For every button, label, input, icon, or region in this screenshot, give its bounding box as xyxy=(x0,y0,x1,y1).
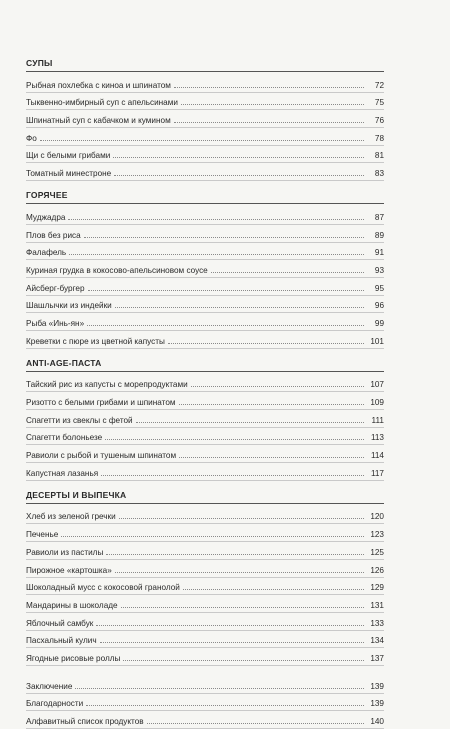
dot-leader xyxy=(115,307,364,308)
toc-entry[interactable] xyxy=(26,613,384,631)
entry-title: Шоколадный мусс с кокосовой гранолой xyxy=(26,583,180,593)
toc-entry[interactable] xyxy=(26,542,384,560)
page-number: 87 xyxy=(374,212,384,222)
dot-leader xyxy=(179,457,364,458)
dot-leader xyxy=(181,104,364,105)
page-number: 125 xyxy=(370,547,384,557)
entry-title: Спагетти болоньезе xyxy=(26,433,103,443)
toc-entry[interactable] xyxy=(26,128,384,146)
entry-title: Куриная грудка в кокосово-апельсиновом соусе xyxy=(26,265,208,275)
toc-entry[interactable] xyxy=(26,243,384,261)
page-number: 81 xyxy=(374,151,384,161)
page-number: 99 xyxy=(374,318,384,328)
toc-section xyxy=(26,55,384,181)
entry-title: Ягодные рисовые роллы xyxy=(26,653,121,663)
entry-title: Спагетти из свеклы с фетой xyxy=(26,415,133,425)
toc-entry[interactable] xyxy=(26,578,384,596)
page-number: 140 xyxy=(370,717,384,726)
dot-leader xyxy=(147,723,364,724)
page-number: 96 xyxy=(374,301,384,311)
toc-entry[interactable] xyxy=(26,93,384,111)
toc-entry[interactable] xyxy=(26,560,384,578)
dot-leader xyxy=(119,518,364,519)
toc-appendix xyxy=(26,676,384,729)
dot-leader xyxy=(100,642,364,643)
page-number: 137 xyxy=(370,653,384,663)
entry-title: Фалафель xyxy=(26,248,67,258)
dot-leader xyxy=(61,536,364,537)
entry-title: Плов без риса xyxy=(26,230,81,240)
toc-entry[interactable] xyxy=(26,225,384,243)
entry-title: Пасхальный кулич xyxy=(26,636,97,646)
page-number: 111 xyxy=(371,415,384,425)
entry-title: Яблочный самбук xyxy=(26,618,94,628)
dot-leader xyxy=(174,122,364,123)
section-heading: ГОРЯЧЕЕ xyxy=(26,187,384,204)
dot-leader xyxy=(69,254,364,255)
page-number: 117 xyxy=(370,468,384,478)
toc-section xyxy=(26,187,384,349)
dot-leader xyxy=(174,87,364,88)
entry-title: Алфавитный список продуктов xyxy=(26,717,144,726)
toc-entry[interactable] xyxy=(26,75,384,93)
entry-title: Капустная лазанья xyxy=(26,468,99,478)
dot-leader xyxy=(84,237,364,238)
toc-entry[interactable] xyxy=(26,428,384,446)
page-number: 72 xyxy=(374,80,384,90)
dot-leader xyxy=(183,589,364,590)
toc-entry[interactable] xyxy=(26,648,384,666)
toc-entry[interactable] xyxy=(26,445,384,463)
dot-leader xyxy=(88,290,364,291)
page-number: 123 xyxy=(370,530,384,540)
dot-leader xyxy=(101,475,364,476)
toc-entry[interactable] xyxy=(26,260,384,278)
page-number: 101 xyxy=(370,336,384,346)
entry-title: Муджадра xyxy=(26,212,66,222)
dot-leader xyxy=(115,572,364,573)
page-number: 133 xyxy=(370,618,384,628)
entry-title: Тыквенно-имбирный суп с апельсинами xyxy=(26,98,178,108)
dot-leader xyxy=(68,219,364,220)
page-number: 134 xyxy=(370,636,384,646)
entry-title: Пирожное «картошка» xyxy=(26,565,112,575)
page-number: 95 xyxy=(374,283,384,293)
page-number: 139 xyxy=(370,699,384,709)
dot-leader xyxy=(168,343,364,344)
page-number: 113 xyxy=(370,433,384,443)
page-number: 114 xyxy=(370,451,384,461)
toc-entry[interactable] xyxy=(26,392,384,410)
entry-title: Фо xyxy=(26,133,37,143)
page-number: 93 xyxy=(374,265,384,275)
page-number: 129 xyxy=(370,583,384,593)
page-number: 89 xyxy=(374,230,384,240)
toc-entry[interactable] xyxy=(26,676,384,694)
toc-entry[interactable] xyxy=(26,163,384,181)
page-number: 109 xyxy=(370,398,384,407)
entry-title: Ризотто с белыми грибами и шпинатом xyxy=(26,398,176,407)
dot-leader xyxy=(211,272,364,273)
toc-entry[interactable] xyxy=(26,278,384,296)
page-number: 78 xyxy=(374,133,384,143)
entry-title: Рыба «Инь-ян» xyxy=(26,318,85,328)
section-heading: СУПЫ xyxy=(26,55,384,72)
dot-leader xyxy=(191,386,364,387)
entry-title: Щи с белыми грибами xyxy=(26,151,111,161)
entry-title: Хлеб из зеленой гречки xyxy=(26,512,116,522)
entry-title: Креветки с пюре из цветной капусты xyxy=(26,336,165,346)
dot-leader xyxy=(75,688,364,689)
page-number: 75 xyxy=(374,98,384,108)
toc-entry[interactable] xyxy=(26,631,384,649)
dot-leader xyxy=(123,660,364,661)
toc-sections xyxy=(26,55,384,666)
toc-entry[interactable] xyxy=(26,711,384,729)
toc-entry[interactable] xyxy=(26,313,384,331)
toc-entry[interactable] xyxy=(26,146,384,164)
toc-entry[interactable] xyxy=(26,296,384,314)
entry-title: Печенье xyxy=(26,530,59,540)
dot-leader xyxy=(105,439,364,440)
page-number: 139 xyxy=(370,681,384,691)
entry-title: Равиоли из пастилы xyxy=(26,547,104,557)
entry-title: Равиоли с рыбой и тушеным шпинатом xyxy=(26,451,177,461)
page-number: 107 xyxy=(370,380,384,390)
entry-title: Томатный минестроне xyxy=(26,169,112,179)
dot-leader xyxy=(106,554,364,555)
entry-title: Тайский рис из капусты с морепродуктами xyxy=(26,380,188,390)
dot-leader xyxy=(96,625,364,626)
toc-entry[interactable] xyxy=(26,507,384,525)
page-number: 131 xyxy=(370,600,384,610)
toc-section xyxy=(26,487,384,666)
dot-leader xyxy=(114,175,364,176)
dot-leader xyxy=(87,325,364,326)
toc-entry[interactable] xyxy=(26,331,384,349)
section-heading: ДЕСЕРТЫ И ВЫПЕЧКА xyxy=(26,487,384,504)
page-number: 91 xyxy=(374,248,384,258)
toc-entry[interactable] xyxy=(26,207,384,225)
dot-leader xyxy=(136,422,364,423)
entry-title: Айсберг-бургер xyxy=(26,283,85,293)
toc-entry[interactable] xyxy=(26,110,384,128)
entry-title: Шашлычки из индейки xyxy=(26,301,112,311)
dot-leader xyxy=(40,140,364,141)
page-number: 126 xyxy=(370,565,384,575)
entry-title: Шпинатный суп с кабачком и кумином xyxy=(26,116,171,126)
dot-leader xyxy=(113,157,364,158)
page-number: 120 xyxy=(370,512,384,522)
toc-entry[interactable] xyxy=(26,595,384,613)
entry-title: Рыбная похлебка с киноа и шпинатом xyxy=(26,80,171,90)
dot-leader xyxy=(86,705,364,706)
dot-leader xyxy=(179,404,365,405)
entry-title: Заключение xyxy=(26,681,73,691)
page-number: 76 xyxy=(374,116,384,126)
section-heading: ANTI-AGE-ПАСТА xyxy=(26,355,384,372)
toc-entry[interactable] xyxy=(26,524,384,542)
entry-title: Благодарности xyxy=(26,699,84,709)
dot-leader xyxy=(121,607,364,608)
toc-entry[interactable] xyxy=(26,694,384,712)
page-number: 83 xyxy=(374,169,384,179)
toc-entry[interactable] xyxy=(26,375,384,393)
toc-entry[interactable] xyxy=(26,410,384,428)
entry-title: Мандарины в шоколаде xyxy=(26,600,118,610)
toc-entry[interactable] xyxy=(26,463,384,481)
toc-section xyxy=(26,355,384,481)
